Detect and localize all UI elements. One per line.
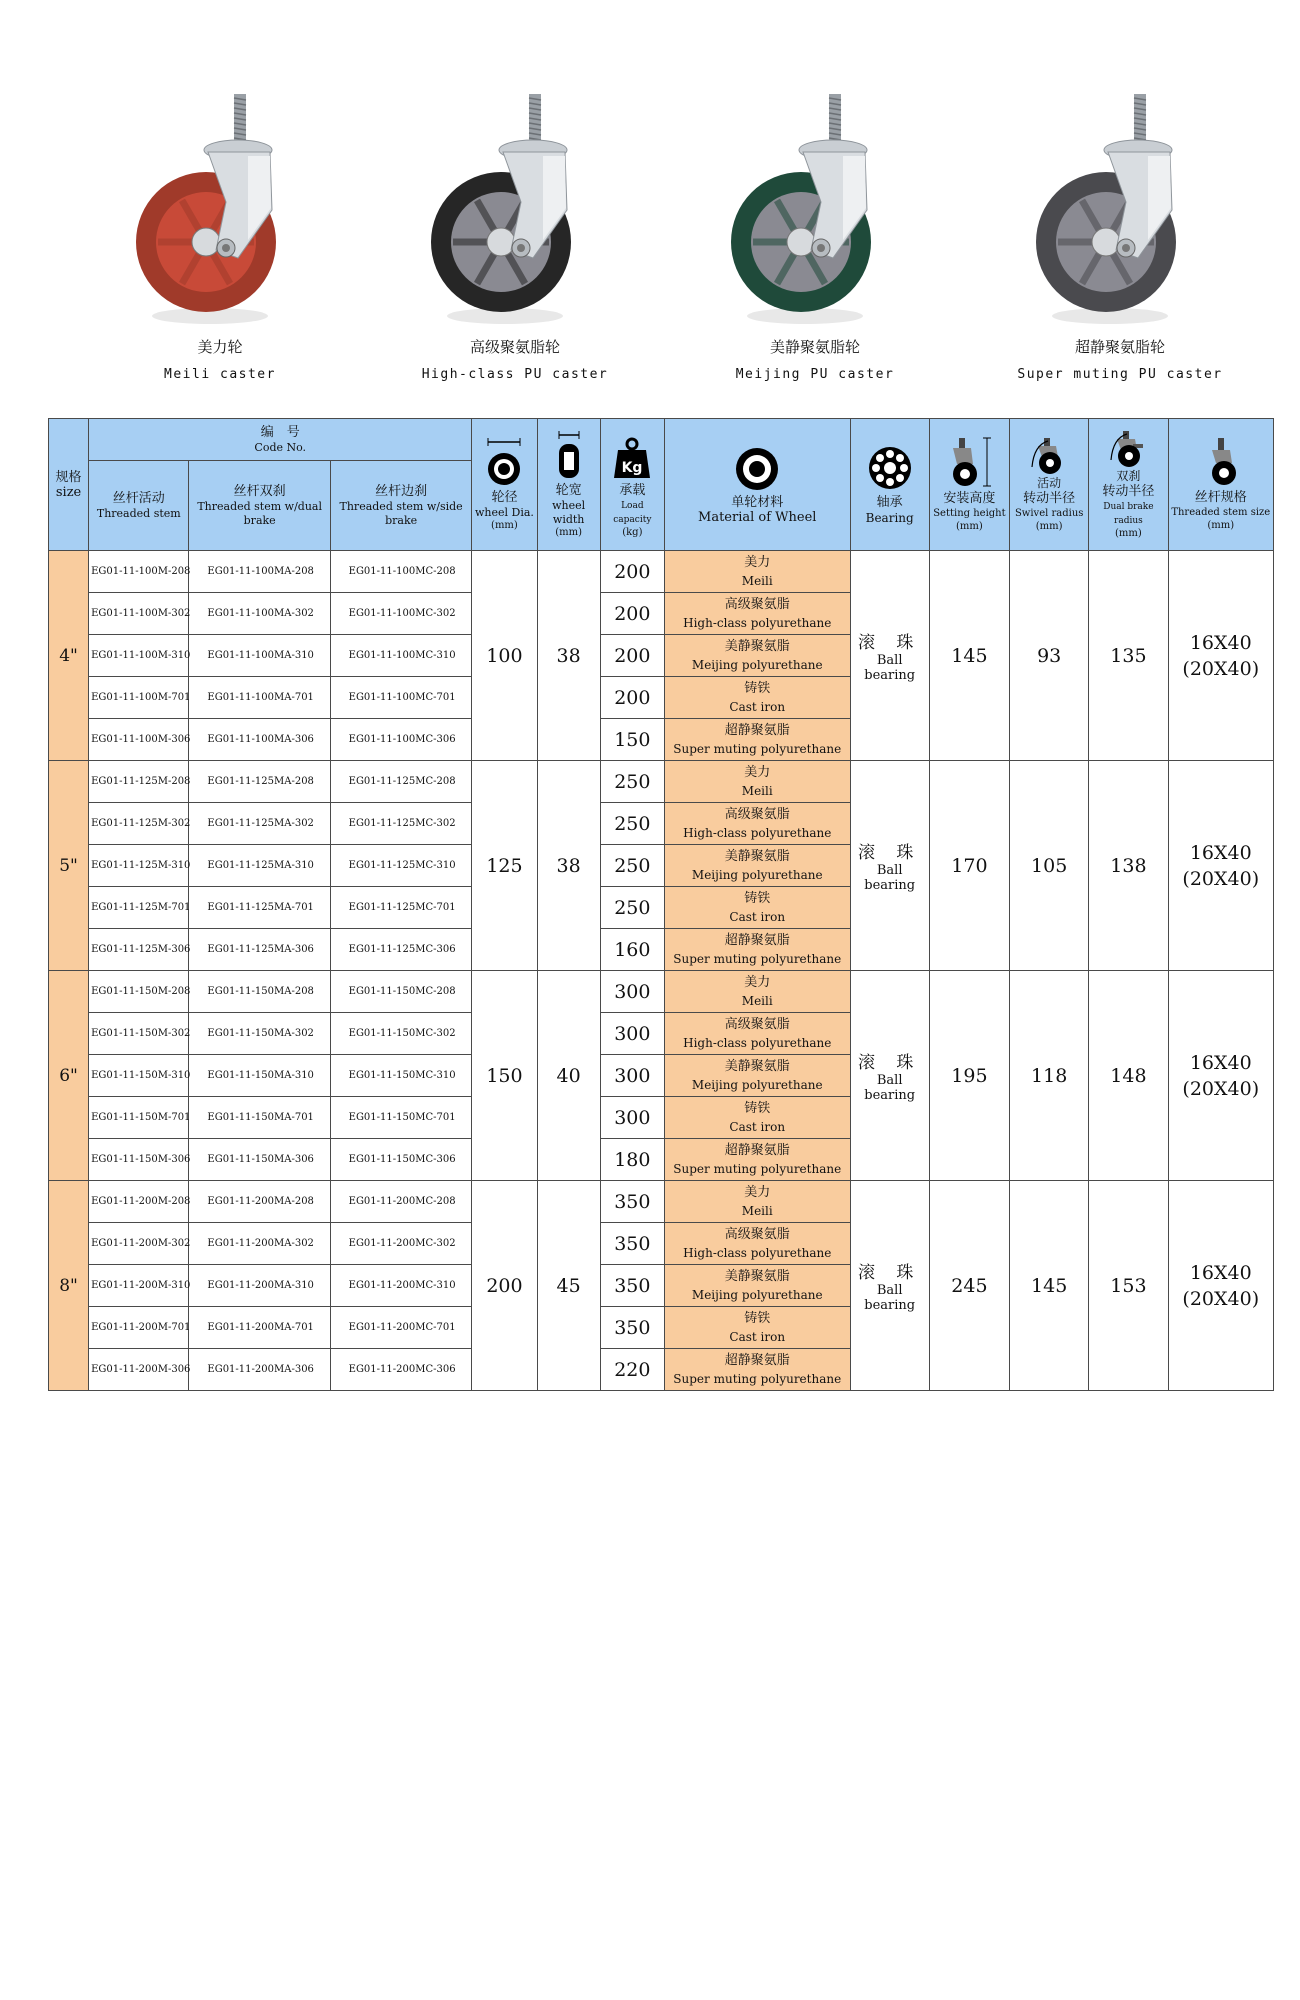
bearing-name-cn: 滚 珠 [857, 843, 922, 863]
wheel-width-cell: 45 [537, 1181, 600, 1391]
code-dual-brake: EG01-11-125MA-208 [189, 761, 330, 803]
stem-size-alt: (20X40) [1182, 1287, 1260, 1310]
bearing-header: 轴承 Bearing [850, 419, 929, 551]
code-dual-brake: EG01-11-125MA-306 [189, 929, 330, 971]
code-dual-brake: EG01-11-100MA-701 [189, 677, 330, 719]
material-name-en: High-class polyurethane [683, 1245, 832, 1260]
code-side-brake: EG01-11-200MC-310 [330, 1265, 471, 1307]
code-dual-brake: EG01-11-100MA-302 [189, 593, 330, 635]
load-capacity-cell: 350 [600, 1223, 664, 1265]
material-cell [664, 1349, 850, 1391]
load-capacity-cell: 160 [600, 929, 664, 971]
material-header: 单轮材料 Material of Wheel [664, 419, 850, 551]
wheel-dia-cell: 200 [472, 1181, 537, 1391]
material-cell [664, 887, 850, 929]
load-capacity-cell: 350 [600, 1265, 664, 1307]
code-threaded-stem: EG01-11-100M-302 [89, 593, 189, 635]
material-cell [664, 1181, 850, 1223]
swivel-radius-cell: 118 [1010, 971, 1089, 1181]
setting-height-cell: 170 [929, 761, 1009, 971]
code-dual-brake: EG01-11-100MA-306 [189, 719, 330, 761]
material-name-en: Meijing polyurethane [691, 1077, 823, 1092]
material-name-en: Meili [741, 1203, 773, 1218]
code-threaded-stem: EG01-11-100M-701 [89, 677, 189, 719]
bearing-name-en: Ball bearing [864, 1283, 916, 1313]
material-name-en: Meili [741, 573, 773, 588]
code-threaded-stem: EG01-11-125M-306 [89, 929, 189, 971]
wheel-width-cell: 38 [537, 551, 600, 761]
material-name-cn: 铸铁 [744, 890, 771, 906]
code-dual-brake: EG01-11-125MA-701 [189, 887, 330, 929]
wheel-dia-cell: 125 [472, 761, 537, 971]
code-threaded-stem: EG01-11-200M-208 [89, 1181, 189, 1223]
dual-brake-radius-cell: 138 [1089, 761, 1168, 971]
code-threaded-stem: EG01-11-100M-208 [89, 551, 189, 593]
caster-image [425, 90, 605, 330]
material-name-en: Cast iron [729, 1119, 786, 1134]
load-capacity-cell: 200 [600, 635, 664, 677]
load-capacity-cell: 300 [600, 1013, 664, 1055]
material-cell [664, 845, 850, 887]
code-side-brake: EG01-11-100MC-306 [330, 719, 471, 761]
code-side-brake: EG01-11-125MC-310 [330, 845, 471, 887]
swivel-radius-cell: 145 [1010, 1181, 1089, 1391]
wheel-width-header: 轮宽 wheel width (mm) [537, 419, 600, 551]
material-name-en: Meili [741, 783, 773, 798]
table-row [49, 761, 1274, 803]
caster-image [725, 90, 905, 330]
material-name-cn: 美静聚氨脂 [724, 1268, 790, 1284]
material-name-cn: 美力 [744, 974, 771, 990]
code-side-brake: EG01-11-200MC-302 [330, 1223, 471, 1265]
code-dual-brake: EG01-11-200MA-302 [189, 1223, 330, 1265]
wheel-dia-cell: 150 [472, 971, 537, 1181]
wheel-dia-header: 轮径 wheel Dia. (mm) [472, 419, 537, 551]
load-capacity-cell: 180 [600, 1139, 664, 1181]
dual-brake-header: 丝杆双刹 Threaded stem w/dual brake [189, 461, 330, 551]
stem-size-alt: (20X40) [1182, 1077, 1260, 1100]
material-cell [664, 593, 850, 635]
spec-table-body [49, 551, 1274, 1391]
wheel-icon [734, 444, 780, 492]
material-name-cn: 铸铁 [744, 1310, 771, 1326]
material-cell [664, 1265, 850, 1307]
material-name-cn: 美静聚氨脂 [724, 1058, 790, 1074]
product-high-class [375, 90, 655, 410]
wheel-width-cell: 40 [537, 971, 600, 1181]
material-name-cn: 超静聚氨脂 [724, 1352, 790, 1368]
code-side-brake: EG01-11-125MC-701 [330, 887, 471, 929]
code-side-brake: EG01-11-100MC-302 [330, 593, 471, 635]
table-row [49, 1181, 1274, 1223]
code-side-brake: EG01-11-150MC-701 [330, 1097, 471, 1139]
code-side-brake: EG01-11-125MC-208 [330, 761, 471, 803]
code-dual-brake: EG01-11-125MA-310 [189, 845, 330, 887]
caster-image [130, 90, 310, 330]
material-name-en: Super muting polyurethane [673, 951, 842, 966]
material-cell [664, 761, 850, 803]
code-header: 编 号 Code No. [89, 419, 472, 461]
spec-table [48, 418, 1274, 1391]
dual-brake-radius-cell: 148 [1089, 971, 1168, 1181]
material-name-en: Meijing polyurethane [691, 1287, 823, 1302]
setting-height-cell: 245 [929, 1181, 1009, 1391]
size-cell: 5" [49, 761, 89, 971]
code-dual-brake: EG01-11-200MA-306 [189, 1349, 330, 1391]
stem-size-cell [1168, 1181, 1273, 1391]
bearing-name-cn: 滚 珠 [857, 1053, 922, 1073]
bearing-name-en: Ball bearing [864, 653, 916, 683]
load-capacity-cell: 250 [600, 845, 664, 887]
load-capacity-cell: 350 [600, 1307, 664, 1349]
size-header: 规格 size [49, 419, 89, 551]
weight-icon [610, 430, 654, 480]
material-cell [664, 803, 850, 845]
material-name-cn: 高级聚氨脂 [724, 1226, 790, 1242]
code-threaded-stem: EG01-11-150M-310 [89, 1055, 189, 1097]
table-row [49, 971, 1274, 1013]
code-threaded-stem: EG01-11-100M-306 [89, 719, 189, 761]
code-dual-brake: EG01-11-150MA-208 [189, 971, 330, 1013]
product-super-muting [980, 90, 1260, 410]
threaded-stem-header: 丝杆活动 Threaded stem [89, 461, 189, 551]
bearing-name-cn: 滚 珠 [857, 1263, 922, 1283]
code-dual-brake: EG01-11-150MA-701 [189, 1097, 330, 1139]
material-name-cn: 美静聚氨脂 [724, 848, 790, 864]
caster-image [1030, 90, 1210, 330]
product-name-cn: 高级聚氨脂轮 [469, 338, 560, 356]
code-side-brake: EG01-11-200MC-701 [330, 1307, 471, 1349]
wheel-diameter-icon [482, 437, 526, 487]
material-name-cn: 超静聚氨脂 [724, 722, 790, 738]
material-name-cn: 美静聚氨脂 [724, 638, 790, 654]
material-name-en: Meijing polyurethane [691, 657, 823, 672]
setting-height-cell: 195 [929, 971, 1009, 1181]
material-cell [664, 1139, 850, 1181]
bearing-cell [850, 551, 929, 761]
code-threaded-stem: EG01-11-200M-310 [89, 1265, 189, 1307]
code-side-brake: EG01-11-100MC-310 [330, 635, 471, 677]
bearing-cell [850, 971, 929, 1181]
material-name-en: Cast iron [729, 909, 786, 924]
swivel-radius-header: 活动 转动半径 Swivel radius (mm) [1010, 419, 1089, 551]
material-name-en: Cast iron [729, 699, 786, 714]
load-capacity-cell: 250 [600, 887, 664, 929]
dual-brake-radius-header: 双刹 转动半径 Dual brake radius (mm) [1089, 419, 1168, 551]
wheel-width-cell: 38 [537, 761, 600, 971]
material-cell [664, 551, 850, 593]
material-name-en: Meili [741, 993, 773, 1008]
stem-size: 16X40 [1189, 841, 1252, 864]
setting-height-header: 安装高度 Setting height (mm) [929, 419, 1009, 551]
load-capacity-cell: 350 [600, 1181, 664, 1223]
load-capacity-cell: 300 [600, 1055, 664, 1097]
code-side-brake: EG01-11-150MC-208 [330, 971, 471, 1013]
code-dual-brake: EG01-11-200MA-701 [189, 1307, 330, 1349]
material-name-cn: 超静聚氨脂 [724, 932, 790, 948]
stem-size: 16X40 [1189, 631, 1252, 654]
swivel-caster-icon [1024, 437, 1074, 475]
code-side-brake: EG01-11-150MC-306 [330, 1139, 471, 1181]
load-capacity-cell: 200 [600, 677, 664, 719]
code-dual-brake: EG01-11-150MA-302 [189, 1013, 330, 1055]
code-threaded-stem: EG01-11-150M-306 [89, 1139, 189, 1181]
code-side-brake: EG01-11-100MC-701 [330, 677, 471, 719]
material-name-cn: 美力 [744, 554, 771, 570]
product-meili [80, 90, 360, 410]
code-threaded-stem: EG01-11-125M-310 [89, 845, 189, 887]
brake-caster-icon [1103, 430, 1153, 468]
product-name-cn: 美静聚氨脂轮 [769, 338, 860, 356]
load-header: Kg 承载 Load capacity (kg) [600, 419, 664, 551]
code-side-brake: EG01-11-150MC-302 [330, 1013, 471, 1055]
bearing-name-en: Ball bearing [864, 863, 916, 893]
product-gallery [80, 90, 1260, 410]
dual-brake-radius-cell: 135 [1089, 551, 1168, 761]
material-name-en: High-class polyurethane [683, 615, 832, 630]
material-cell [664, 719, 850, 761]
table-row [49, 551, 1274, 593]
bearing-name-cn: 滚 珠 [857, 633, 922, 653]
product-name-en: High-class PU caster [421, 367, 609, 382]
code-dual-brake: EG01-11-125MA-302 [189, 803, 330, 845]
material-name-en: Cast iron [729, 1329, 786, 1344]
material-name-cn: 铸铁 [744, 1100, 771, 1116]
code-threaded-stem: EG01-11-150M-302 [89, 1013, 189, 1055]
code-threaded-stem: EG01-11-125M-701 [89, 887, 189, 929]
dual-brake-radius-cell: 153 [1089, 1181, 1168, 1391]
product-name-en: Super muting PU caster [1017, 367, 1223, 382]
material-name-cn: 高级聚氨脂 [724, 596, 790, 612]
material-name-cn: 美力 [744, 764, 771, 780]
material-cell [664, 1055, 850, 1097]
bearing-cell [850, 761, 929, 971]
material-name-en: High-class polyurethane [683, 825, 832, 840]
material-name-cn: 高级聚氨脂 [724, 1016, 790, 1032]
weight-icon-label: Kg [621, 460, 643, 476]
stem-size-alt: (20X40) [1182, 657, 1260, 680]
code-threaded-stem: EG01-11-125M-208 [89, 761, 189, 803]
product-name-cn: 美力轮 [197, 338, 243, 356]
product-name-cn: 超静聚氨脂轮 [1074, 338, 1165, 356]
stem-size: 16X40 [1189, 1261, 1252, 1284]
load-capacity-cell: 150 [600, 719, 664, 761]
code-threaded-stem: EG01-11-200M-306 [89, 1349, 189, 1391]
stem-size-cell [1168, 551, 1273, 761]
threaded-stem-icon [1196, 437, 1246, 487]
code-threaded-stem: EG01-11-100M-310 [89, 635, 189, 677]
product-meijing [675, 90, 955, 410]
code-dual-brake: EG01-11-150MA-306 [189, 1139, 330, 1181]
code-side-brake: EG01-11-200MC-208 [330, 1181, 471, 1223]
material-name-cn: 铸铁 [744, 680, 771, 696]
material-name-en: Meijing polyurethane [691, 867, 823, 882]
stem-size-cell [1168, 971, 1273, 1181]
code-dual-brake: EG01-11-100MA-208 [189, 551, 330, 593]
product-name-en: Meili caster [164, 367, 276, 382]
material-name-cn: 美力 [744, 1184, 771, 1200]
material-cell [664, 1307, 850, 1349]
code-dual-brake: EG01-11-150MA-310 [189, 1055, 330, 1097]
product-name-en: Meijing PU caster [735, 367, 895, 382]
material-name-cn: 超静聚氨脂 [724, 1142, 790, 1158]
stem-size: 16X40 [1189, 1051, 1252, 1074]
code-dual-brake: EG01-11-200MA-208 [189, 1181, 330, 1223]
code-threaded-stem: EG01-11-150M-208 [89, 971, 189, 1013]
caster-height-icon [939, 436, 999, 488]
code-dual-brake: EG01-11-100MA-310 [189, 635, 330, 677]
code-side-brake: EG01-11-100MC-208 [330, 551, 471, 593]
material-cell [664, 929, 850, 971]
bearing-name-en: Ball bearing [864, 1073, 916, 1103]
material-name-en: High-class polyurethane [683, 1035, 832, 1050]
code-threaded-stem: EG01-11-125M-302 [89, 803, 189, 845]
load-capacity-cell: 250 [600, 803, 664, 845]
side-brake-header: 丝杆边刹 Threaded stem w/side brake [330, 461, 471, 551]
material-cell [664, 1013, 850, 1055]
bearing-cell [850, 1181, 929, 1391]
load-capacity-cell: 200 [600, 593, 664, 635]
code-side-brake: EG01-11-125MC-306 [330, 929, 471, 971]
code-side-brake: EG01-11-125MC-302 [330, 803, 471, 845]
stem-size-alt: (20X40) [1182, 867, 1260, 890]
size-cell: 4" [49, 551, 89, 761]
material-name-cn: 高级聚氨脂 [724, 806, 790, 822]
size-cell: 8" [49, 1181, 89, 1391]
code-threaded-stem: EG01-11-200M-302 [89, 1223, 189, 1265]
material-cell [664, 1097, 850, 1139]
wheel-width-icon [547, 430, 591, 480]
setting-height-cell: 145 [929, 551, 1009, 761]
load-capacity-cell: 300 [600, 1097, 664, 1139]
material-cell [664, 635, 850, 677]
swivel-radius-cell: 105 [1010, 761, 1089, 971]
wheel-dia-cell: 100 [472, 551, 537, 761]
code-threaded-stem: EG01-11-150M-701 [89, 1097, 189, 1139]
load-capacity-cell: 220 [600, 1349, 664, 1391]
material-name-en: Super muting polyurethane [673, 1161, 842, 1176]
load-capacity-cell: 250 [600, 761, 664, 803]
material-cell [664, 1223, 850, 1265]
material-name-en: Super muting polyurethane [673, 741, 842, 756]
code-side-brake: EG01-11-150MC-310 [330, 1055, 471, 1097]
stem-size-cell [1168, 761, 1273, 971]
material-cell [664, 677, 850, 719]
swivel-radius-cell: 93 [1010, 551, 1089, 761]
code-dual-brake: EG01-11-200MA-310 [189, 1265, 330, 1307]
load-capacity-cell: 200 [600, 551, 664, 593]
ball-bearing-icon [867, 444, 913, 492]
code-threaded-stem: EG01-11-200M-701 [89, 1307, 189, 1349]
stem-size-header: 丝杆规格 Threaded stem size (mm) [1168, 419, 1273, 551]
code-side-brake: EG01-11-200MC-306 [330, 1349, 471, 1391]
material-name-en: Super muting polyurethane [673, 1371, 842, 1386]
size-cell: 6" [49, 971, 89, 1181]
material-cell [664, 971, 850, 1013]
load-capacity-cell: 300 [600, 971, 664, 1013]
